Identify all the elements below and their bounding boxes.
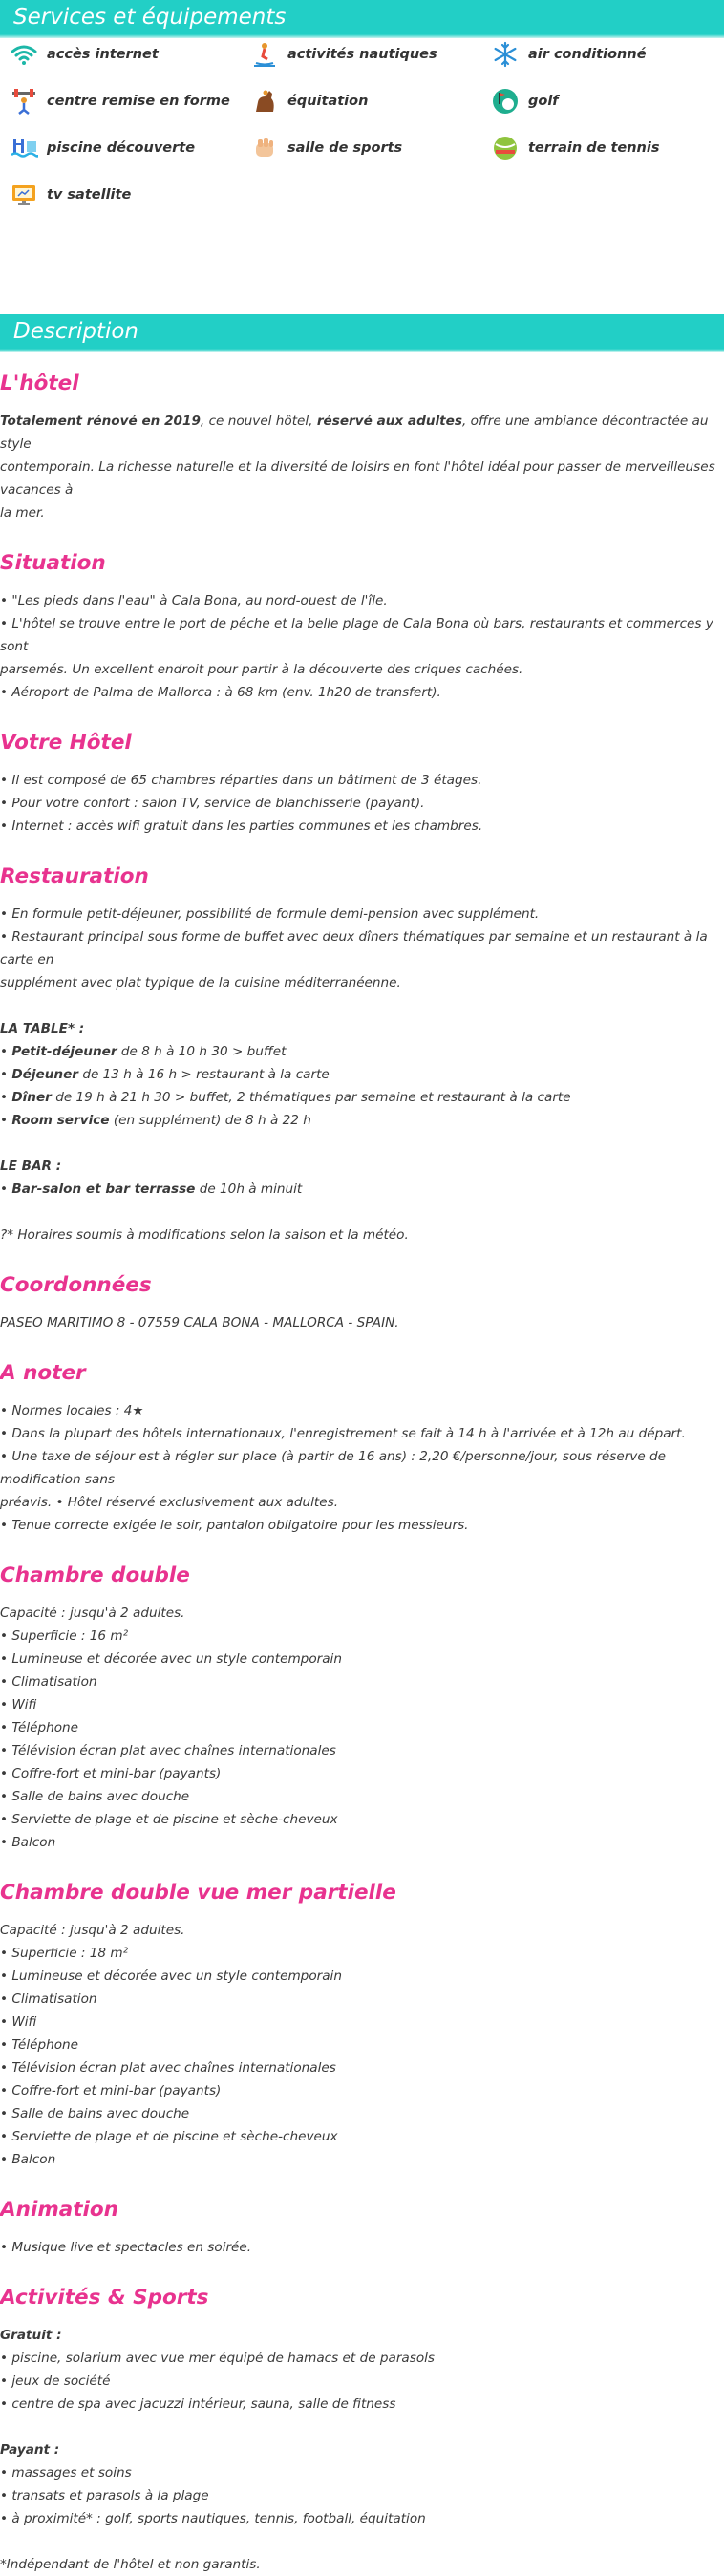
section-heading: Chambre double vue mer partielle [0, 1881, 396, 1905]
tennis-icon [491, 134, 520, 162]
text-segment: • Balcon [0, 1835, 56, 1850]
text-bold: LE BAR : [0, 1159, 62, 1174]
service-label: terrain de tennis [528, 140, 660, 156]
description-section [0, 731, 724, 838]
text-line [0, 769, 724, 792]
text-line [0, 2011, 724, 2033]
description-section [0, 2286, 724, 2576]
text-segment: • Tenue correcte exigée le soir, pantalon obligatoire pour les messieurs. [0, 1518, 469, 1533]
text-segment: • [0, 1113, 12, 1128]
text-segment: • Serviette de plage et de piscine et sèche-cheveux [0, 1812, 338, 1827]
section-heading: Coordonnées [0, 1273, 152, 1297]
service-item [250, 87, 368, 116]
text-line [0, 2125, 724, 2148]
text-segment: • Salle de bains avec douche [0, 2106, 190, 2121]
section-body [0, 1919, 724, 2171]
text-line [0, 2347, 724, 2370]
text-line [0, 792, 724, 815]
text-segment: de 10h à minuit [195, 1182, 303, 1197]
text-line [0, 815, 724, 838]
text-segment: • Serviette de plage et de piscine et sèche-cheveux [0, 2129, 338, 2144]
text-segment: • massages et soins [0, 2465, 132, 2480]
service-label: salle de sports [287, 140, 403, 156]
text-line [0, 456, 724, 501]
text-segment: • Climatisation [0, 1674, 97, 1690]
section-body [0, 1602, 724, 1854]
text-segment: Capacité : jusqu'à 2 adultes. [0, 1606, 185, 1621]
text-line [0, 2056, 724, 2079]
snowflake-icon [491, 40, 520, 69]
text-segment: • Climatisation [0, 1991, 97, 2007]
text-segment: • [0, 1182, 12, 1197]
text-line [0, 2461, 724, 2484]
text-line [0, 971, 724, 994]
service-item [491, 87, 559, 116]
text-segment: *Indépendant de l'hôtel et non garantis. [0, 2557, 261, 2572]
text-line [0, 1693, 724, 1716]
text-segment: • Musique live et spectacles en soirée. [0, 2240, 252, 2255]
service-label: air conditionné [528, 47, 647, 62]
description-section [0, 1564, 724, 1854]
text-segment: • L'hôtel se trouve entre le port de pêche et la belle plage de Cala Bona où bars, restaurants et commerces y sont [0, 616, 713, 654]
text-line [0, 1224, 724, 1246]
text-segment: , ce nouvel hôtel, [200, 414, 317, 429]
text-line [0, 1040, 724, 1063]
text-line [0, 2553, 724, 2576]
text-segment: • Lumineuse et décorée avec un style contemporain [0, 1969, 342, 1984]
service-label: piscine découverte [47, 140, 196, 156]
text-segment: • Télévision écran plat avec chaînes internationales [0, 2060, 336, 2076]
section-body [0, 769, 724, 838]
text-segment: • Balcon [0, 2152, 56, 2167]
text-line [0, 589, 724, 612]
service-label: activités nautiques [287, 47, 437, 62]
text-line [0, 681, 724, 704]
services-grid [0, 34, 724, 292]
text-segment: supplément avec plat typique de la cuisine méditerranéenne. [0, 975, 401, 990]
text-line [0, 1017, 724, 1040]
service-item [10, 181, 131, 209]
text-line [0, 2236, 724, 2259]
text-line [0, 1716, 724, 1739]
service-label: tv satellite [47, 187, 132, 202]
text-bold: Déjeuner [11, 1067, 79, 1082]
text-line [0, 1086, 724, 1109]
section-heading: Situation [0, 551, 106, 575]
text-segment: de 19 h à 21 h 30 > buffet, 2 thématiques par semaine et restaurant à la carte [51, 1090, 571, 1105]
text-line [0, 1965, 724, 1988]
text-line [0, 658, 724, 681]
section-body [0, 410, 724, 524]
description-title-bar [0, 314, 724, 349]
text-bold: Room service [11, 1113, 110, 1128]
text-line [0, 612, 724, 658]
text-bold: Petit-déjeuner [11, 1044, 117, 1059]
text-line [0, 926, 724, 971]
golf-icon [491, 87, 520, 116]
description-section [0, 551, 724, 704]
pool-icon [10, 134, 38, 162]
description-section [0, 1361, 724, 1537]
description-section [0, 1273, 724, 1334]
text-line [0, 1648, 724, 1671]
text-segment: • centre de spa avec jacuzzi intérieur, sauna, salle de fitness [0, 2396, 396, 2412]
text-segment: de 8 h à 10 h 30 > buffet [117, 1044, 287, 1059]
text-line [0, 1201, 724, 1224]
text-line [0, 1311, 724, 1334]
text-line [0, 2530, 724, 2553]
text-segment: • Aéroport de Palma de Mallorca : à 68 km (env. 1h20 de transfert). [0, 685, 441, 700]
text-line [0, 1602, 724, 1625]
text-segment: • transats et parasols à la plage [0, 2488, 209, 2503]
text-line [0, 2102, 724, 2125]
text-segment: • Pour votre confort : salon TV, service de blanchisserie (payant). [0, 796, 425, 811]
text-line [0, 2438, 724, 2461]
text-line [0, 1831, 724, 1854]
section-heading: L'hôtel [0, 372, 79, 395]
text-line [0, 1491, 724, 1514]
text-line [0, 994, 724, 1017]
text-bold: Bar-salon et bar terrasse [11, 1182, 196, 1197]
horse-icon [250, 87, 279, 116]
text-segment: • Superficie : 18 m² [0, 1946, 129, 1961]
text-line [0, 2484, 724, 2507]
text-line [0, 1808, 724, 1831]
text-bold: Dîner [11, 1090, 52, 1105]
section-body [0, 1399, 724, 1537]
section-body [0, 903, 724, 1246]
text-segment: • à proximité* : golf, sports nautiques, tennis, football, équitation [0, 2511, 426, 2526]
text-segment: préavis. • Hôtel réservé exclusivement aux adultes. [0, 1495, 339, 1510]
description-section [0, 1881, 724, 2171]
text-bold: Gratuit : [0, 2328, 62, 2343]
text-line [0, 1671, 724, 1693]
text-bold: Totalement rénové en 2019 [0, 414, 201, 429]
tv-icon [10, 181, 38, 209]
service-item [250, 40, 437, 69]
text-line [0, 1785, 724, 1808]
text-segment: contemporain. La richesse naturelle et la diversité de loisirs en font l'hôtel idéal pour passer de merveilleuses vacances à [0, 459, 715, 498]
text-segment: • Normes locales : 4★ [0, 1403, 144, 1418]
text-segment: • [0, 1044, 12, 1059]
services-title: Services et équipements [13, 5, 287, 30]
text-segment: ?* Horaires soumis à modifications selon la saison et la météo. [0, 1227, 409, 1243]
description-title: Description [13, 319, 138, 344]
text-segment: • piscine, solarium avec vue mer équipé de hamacs et de parasols [0, 2351, 436, 2366]
text-segment: • Une taxe de séjour est à régler sur place (à partir de 16 ans) : 2,20 €/personne/jour, sous réserve de modification sans [0, 1449, 667, 1487]
text-line [0, 1422, 724, 1445]
text-line [0, 501, 724, 524]
section-heading: Activités & Sports [0, 2286, 209, 2310]
text-segment: de 13 h à 16 h > restaurant à la carte [78, 1067, 330, 1082]
text-segment: Capacité : jusqu'à 2 adultes. [0, 1923, 185, 1938]
text-segment: PASEO MARITIMO 8 - 07559 CALA BONA - MALLORCA - SPAIN. [0, 1315, 399, 1331]
text-line [0, 2416, 724, 2438]
text-line [0, 2324, 724, 2347]
service-item [250, 134, 402, 162]
section-heading: Restauration [0, 864, 149, 888]
text-line [0, 1155, 724, 1178]
service-item [10, 40, 159, 69]
text-line [0, 2033, 724, 2056]
text-line [0, 1942, 724, 1965]
section-heading: Chambre double [0, 1564, 190, 1587]
text-segment: • Salle de bains avec douche [0, 1789, 190, 1804]
description-section [0, 2198, 724, 2259]
text-segment: (en supplément) de 8 h à 22 h [109, 1113, 311, 1128]
text-segment: • Wifi [0, 1697, 37, 1713]
description-section [0, 864, 724, 1246]
text-line [0, 1625, 724, 1648]
text-segment: , offre une ambiance décontractée au style [0, 414, 709, 452]
service-item [10, 87, 230, 116]
section-heading: Animation [0, 2198, 118, 2222]
text-line [0, 2148, 724, 2171]
text-segment: • [0, 1067, 12, 1082]
text-segment: • Coffre-fort et mini-bar (payants) [0, 2083, 222, 2098]
service-label: équitation [287, 94, 369, 109]
text-segment: • Il est composé de 65 chambres réparties dans un bâtiment de 3 étages. [0, 773, 482, 788]
section-heading: A noter [0, 1361, 86, 1385]
text-line [0, 1109, 724, 1132]
section-body [0, 2324, 724, 2576]
text-line [0, 1988, 724, 2011]
text-segment: • Restaurant principal sous forme de buffet avec deux dîners thématiques par semaine et un restaurant à la carte en [0, 929, 708, 968]
text-line [0, 1919, 724, 1942]
text-line [0, 2079, 724, 2102]
text-segment: • [0, 1090, 12, 1105]
section-body [0, 2236, 724, 2259]
text-line [0, 410, 724, 456]
text-segment: • En formule petit-déjeuner, possibilité de formule demi-pension avec supplément. [0, 906, 540, 922]
text-segment: • jeux de société [0, 2374, 111, 2389]
text-segment: • Téléphone [0, 2037, 79, 2053]
description-content [0, 372, 724, 2576]
text-line [0, 1063, 724, 1086]
text-segment: • Wifi [0, 2014, 37, 2030]
text-line [0, 903, 724, 926]
section-heading: Votre Hôtel [0, 731, 132, 755]
fitness-icon [10, 87, 38, 116]
section-body [0, 1311, 724, 1334]
text-line [0, 1445, 724, 1491]
text-line [0, 2507, 724, 2530]
text-line [0, 1178, 724, 1201]
text-segment: • Télévision écran plat avec chaînes internationales [0, 1743, 336, 1758]
services-title-bar [0, 0, 724, 34]
text-line [0, 1399, 724, 1422]
text-line [0, 1739, 724, 1762]
text-segment: • Coffre-fort et mini-bar (payants) [0, 1766, 222, 1781]
text-segment: • Superficie : 16 m² [0, 1629, 129, 1644]
text-line [0, 2393, 724, 2416]
service-item [491, 134, 659, 162]
text-segment: • Internet : accès wifi gratuit dans les parties communes et les chambres. [0, 819, 483, 834]
text-line [0, 2370, 724, 2393]
description-section [0, 372, 724, 524]
service-item [10, 134, 195, 162]
text-segment: • "Les pieds dans l'eau" à Cala Bona, au nord-ouest de l'île. [0, 593, 388, 608]
text-bold: LA TABLE* : [0, 1021, 85, 1036]
fist-icon [250, 134, 279, 162]
section-body [0, 589, 724, 704]
text-segment: la mer. [0, 505, 45, 521]
service-item [491, 40, 647, 69]
text-line [0, 1132, 724, 1155]
service-label: accès internet [47, 47, 159, 62]
wifi-icon [10, 40, 38, 69]
text-line [0, 1514, 724, 1537]
service-label: centre remise en forme [47, 94, 230, 109]
text-segment: • Lumineuse et décorée avec un style contemporain [0, 1651, 342, 1667]
text-bold: Payant : [0, 2442, 60, 2458]
water-ski-icon [250, 40, 279, 69]
text-segment: parsemés. Un excellent endroit pour partir à la découverte des criques cachées. [0, 662, 523, 677]
text-segment: • Dans la plupart des hôtels internationaux, l'enregistrement se fait à 14 h à l'arrivée et à 12h au départ. [0, 1426, 686, 1441]
text-line [0, 1762, 724, 1785]
text-bold: réservé aux adultes [316, 414, 462, 429]
service-label: golf [528, 94, 559, 109]
text-segment: • Téléphone [0, 1720, 79, 1735]
